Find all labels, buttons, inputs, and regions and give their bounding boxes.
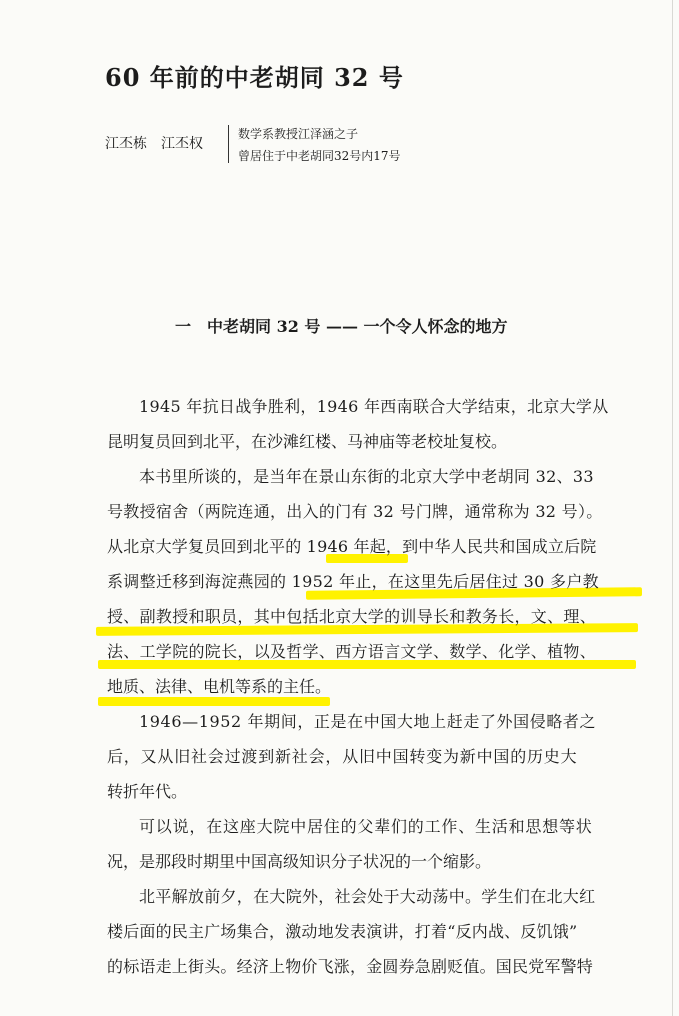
section-heading: 一 中老胡同 32 号 —— 一个令人怀念的地方 (175, 317, 508, 336)
body-text-line: 后，又从旧社会过渡到新社会，从旧中国转变为新中国的历史大 (107, 747, 578, 766)
body-text-line: 北平解放前夕，在大院外，社会处于大动荡中。学生们在北大红 (139, 887, 596, 906)
body-text-line: 的标语走上街头。经济上物价飞涨，金圆券急剧贬值。国民党军警特 (107, 957, 594, 976)
body-text-line: 从北京大学复员回到北平的 1946 年起，到中华人民共和国成立后院 (107, 537, 597, 556)
body-text-line: 1946—1952 年期间，正是在中国大地上赶走了外国侵略者之 (139, 712, 597, 731)
article-title: 60 年前的中老胡同 32 号 (105, 63, 404, 92)
body-text-line: 可以说，在这座大院中居住的父辈们的工作、生活和思想等状 (139, 817, 593, 836)
page-edge (672, 0, 673, 1016)
body-text-line: 法、工学院的院长，以及哲学、西方语言文学、数学、化学、植物、 (107, 642, 597, 661)
author-divider (228, 125, 229, 163)
body-text-line: 地质、法律、电机等系的主任。 (107, 677, 332, 696)
body-text-line: 1945 年抗日战争胜利，1946 年西南联合大学结束，北京大学从 (139, 397, 609, 416)
author-list (105, 133, 217, 153)
body-text-line: 楼后面的民主广场集合，激动地发表演讲，打着“反内战、反饥饿” (107, 922, 578, 941)
body-text-line: 号教授宿舍（两院连通，出入的门有 32 号门牌，通常称为 32 号）。 (107, 502, 603, 521)
highlight-mark (98, 697, 330, 706)
author-name: 江丕栋 (105, 136, 147, 152)
body-text-line: 转折年代。 (107, 782, 188, 801)
author-name: 江丕权 (161, 136, 203, 152)
author-note-line: 数学系教授江泽涵之子 (238, 127, 359, 141)
author-note (238, 123, 401, 167)
body-text-line: 况，是那段时期里中国高级知识分子状况的一个缩影。 (107, 852, 492, 871)
body-text-line: 昆明复员回到北平，在沙滩红楼、马神庙等老校址复校。 (107, 432, 508, 451)
body-text-line: 授、副教授和职员，其中包括北京大学的训导长和教务长，文、理、 (107, 607, 597, 626)
body-text-line: 系调整迁移到海淀燕园的 1952 年止，在这里先后居住过 30 多户教 (107, 572, 599, 591)
body-text-line: 本书里所谈的，是当年在景山东街的北京大学中老胡同 32、33 (139, 467, 594, 486)
author-note-line: 曾居住于中老胡同32号内17号 (238, 149, 401, 163)
